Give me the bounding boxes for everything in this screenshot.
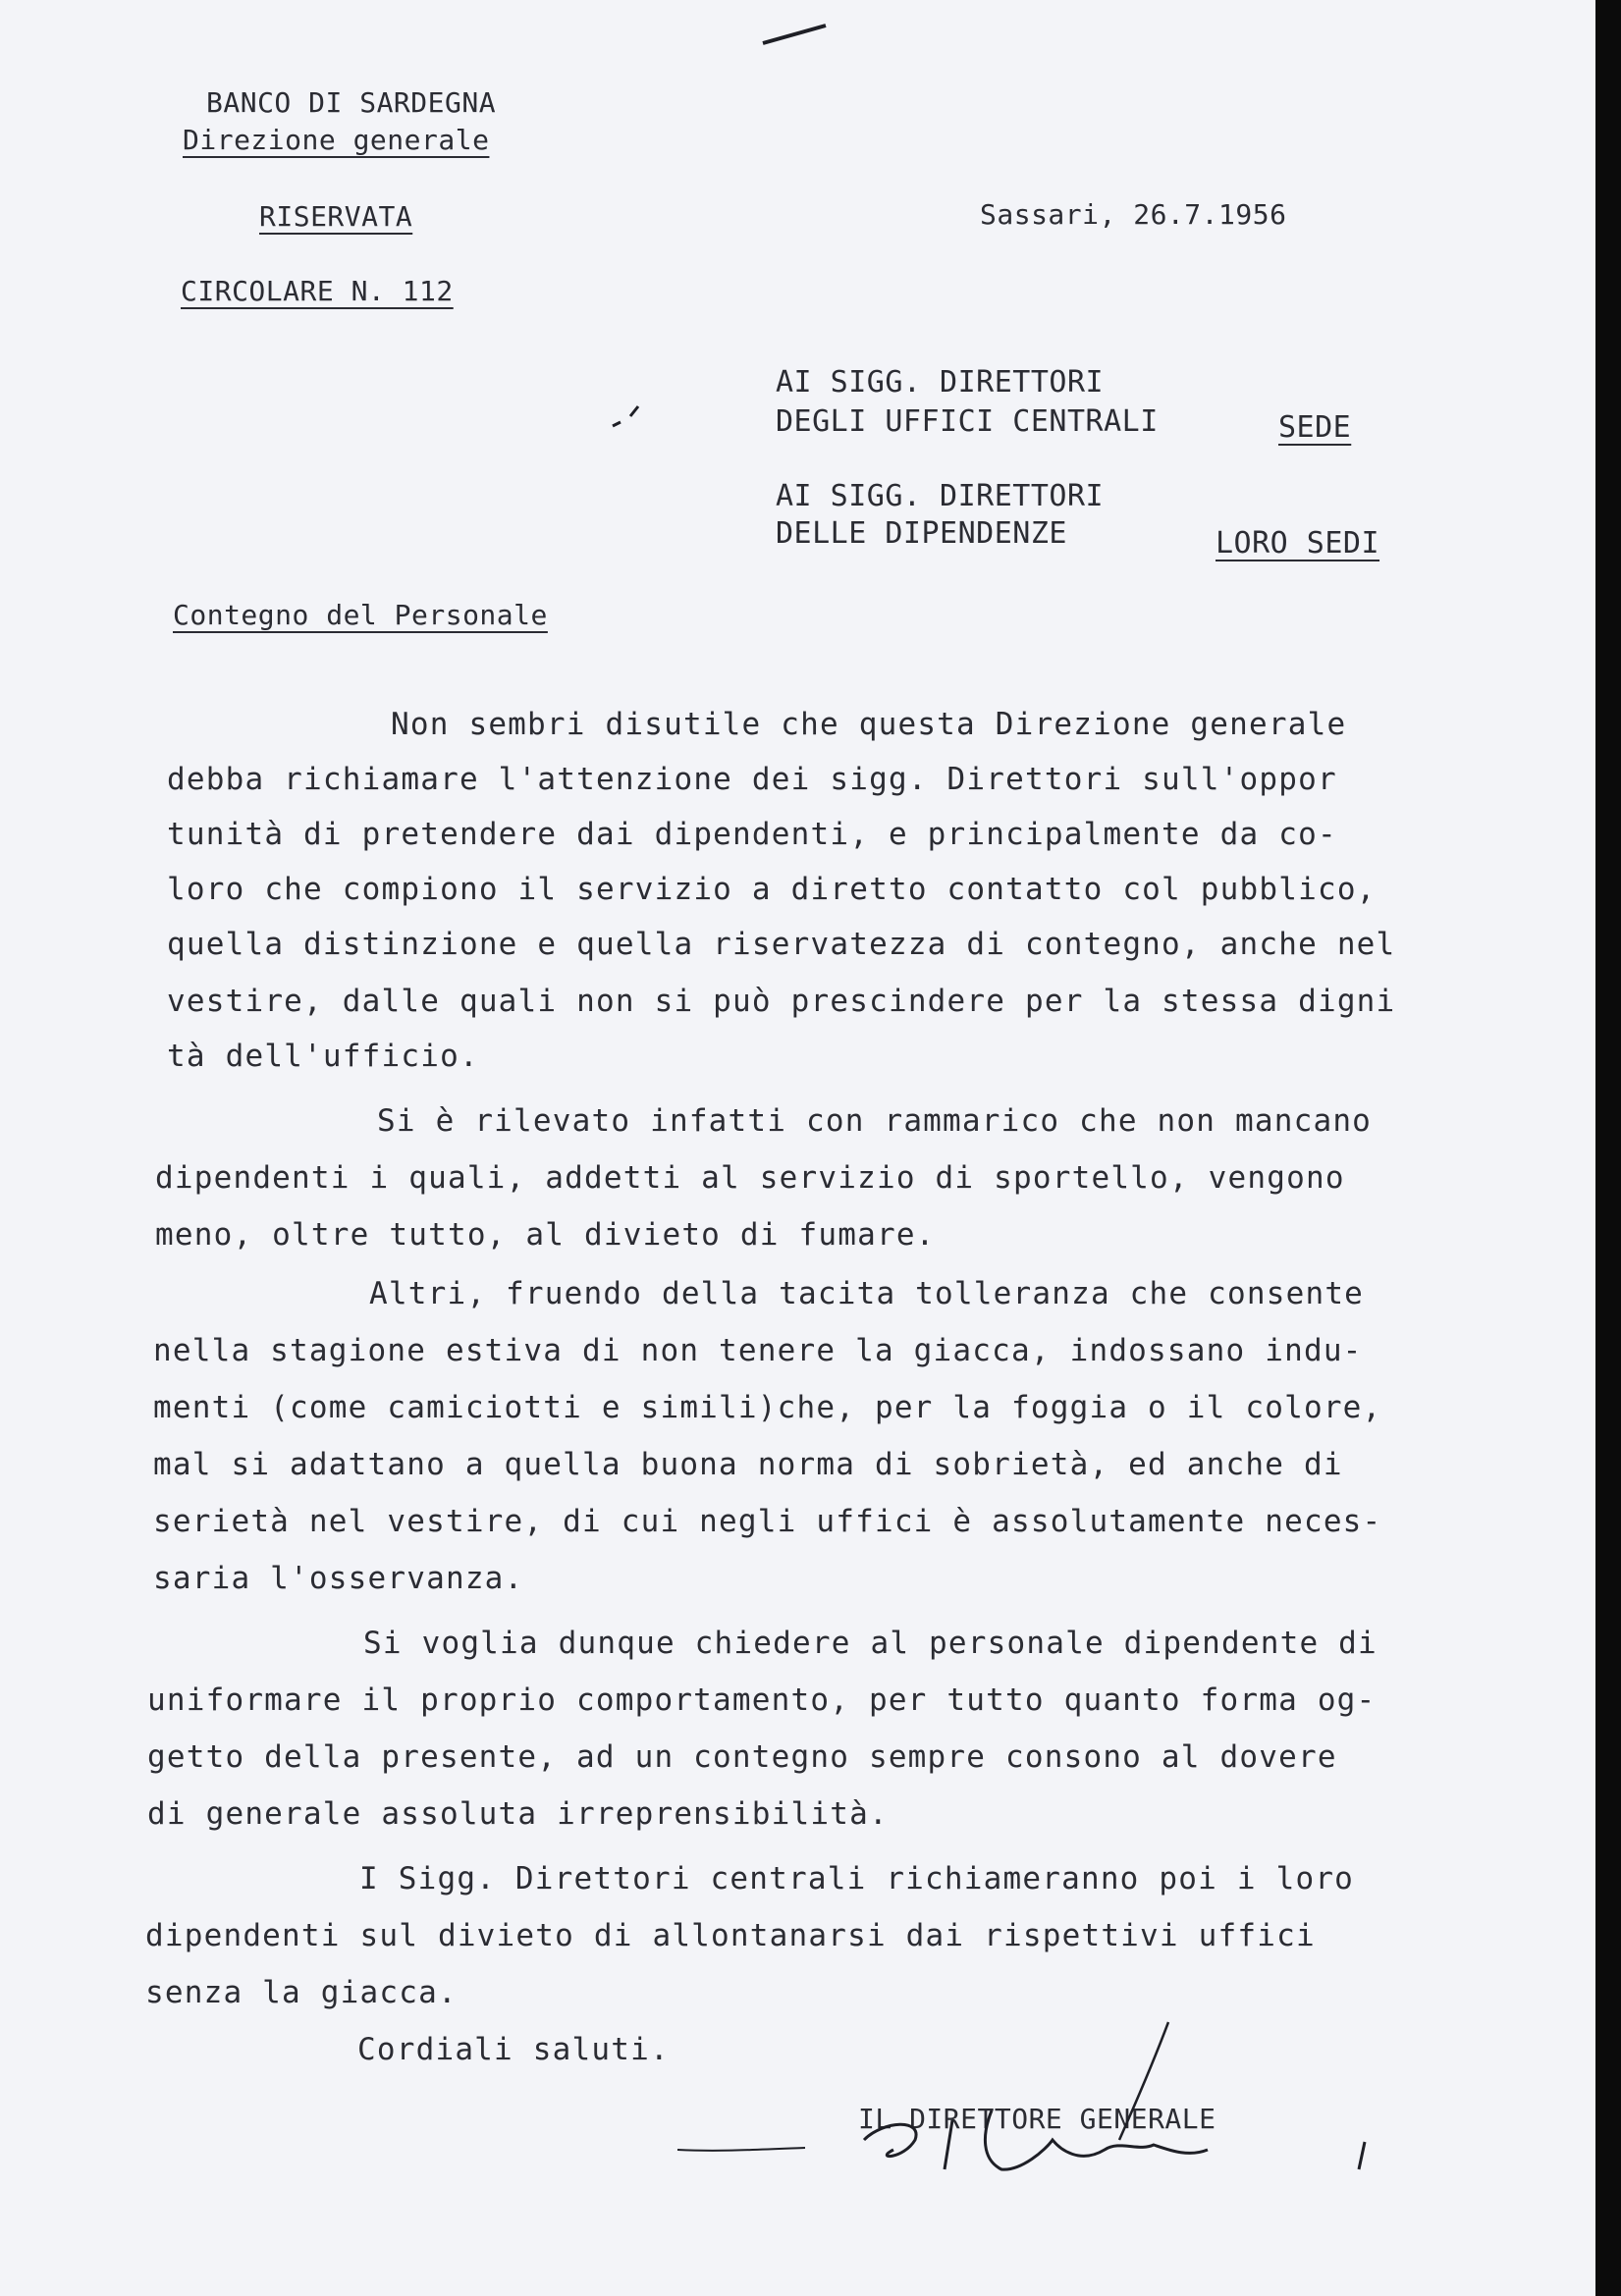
- body-line: Altri, fruendo della tacita tolleranza che consente: [369, 1276, 1365, 1311]
- body-line: getto della presente, ad un contegno sempre consono al dovere: [147, 1739, 1337, 1775]
- body-line: dipendenti i quali, addetti al servizio di sportello, vengono: [155, 1160, 1345, 1196]
- body-line: loro che compiono il servizio a diretto contatto col pubblico,: [167, 872, 1377, 907]
- body-line: mal si adattano a quella buona norma di sobrietà, ed anche di: [153, 1447, 1343, 1482]
- subject-line: Contegno del Personale: [173, 599, 548, 631]
- circular-number: CIRCOLARE N. 112: [181, 275, 454, 307]
- recipient-2-location: LORO SEDI: [1216, 526, 1380, 561]
- body-line: di generale assoluta irreprensibilità.: [147, 1796, 889, 1832]
- body-line: senza la giacca.: [145, 1975, 458, 2010]
- recipient-2-line-2: DELLE DIPENDENZE: [776, 516, 1067, 551]
- body-line: menti (come camiciotti e simili)che, per la foggia o il colore,: [153, 1390, 1382, 1425]
- body-line: dipendenti sul divieto di allontanarsi dai rispettivi uffici: [145, 1918, 1316, 1953]
- closing-salutation: Cordiali saluti.: [357, 2032, 670, 2067]
- body-line: debba richiamare l'attenzione dei sigg. Direttori sull'oppor: [167, 762, 1337, 797]
- body-line: vestire, dalle quali non si può prescindere per la stessa digni: [167, 984, 1396, 1019]
- body-line: I Sigg. Direttori centrali richiameranno poi i loro: [359, 1861, 1355, 1896]
- body-line: meno, oltre tutto, al divieto di fumare.: [155, 1217, 936, 1253]
- body-line: quella distinzione e quella riservatezza di contegno, anche nel: [167, 927, 1396, 962]
- recipient-1-line-2: DEGLI UFFICI CENTRALI: [776, 404, 1159, 439]
- body-line: uniformare il proprio comportamento, per tutto quanto forma og-: [147, 1682, 1377, 1718]
- body-line: Non sembri disutile che questa Direzione generale: [391, 707, 1347, 742]
- recipient-2-line-1: AI SIGG. DIRETTORI: [776, 479, 1105, 513]
- stray-tick-mark: [609, 402, 648, 432]
- bank-name: BANCO DI SARDEGNA: [206, 86, 497, 119]
- body-line: saria l'osservanza.: [153, 1561, 524, 1596]
- department-name: Direzione generale: [183, 124, 490, 156]
- recipient-1-line-1: AI SIGG. DIRETTORI: [776, 365, 1105, 400]
- handwritten-signature: [658, 2002, 1424, 2189]
- body-line: serietà nel vestire, di cui negli uffici è assolutamente neces-: [153, 1504, 1382, 1539]
- body-line: Si è rilevato infatti con rammarico che non mancano: [377, 1103, 1373, 1139]
- body-line: tà dell'ufficio.: [167, 1039, 479, 1074]
- signatory-title: IL DIRETTORE GENERALE: [858, 2103, 1216, 2135]
- recipient-1-location: SEDE: [1278, 410, 1352, 445]
- place-date: Sassari, 26.7.1956: [980, 198, 1287, 231]
- stray-pen-mark: [761, 20, 830, 49]
- classification-label: RISERVATA: [259, 200, 413, 233]
- body-line: Si voglia dunque chiedere al personale dipendente di: [363, 1626, 1378, 1661]
- body-line: tunità di pretendere dai dipendenti, e principalmente da co-: [167, 817, 1337, 852]
- body-line: nella stagione estiva di non tenere la giacca, indossano indu-: [153, 1333, 1363, 1368]
